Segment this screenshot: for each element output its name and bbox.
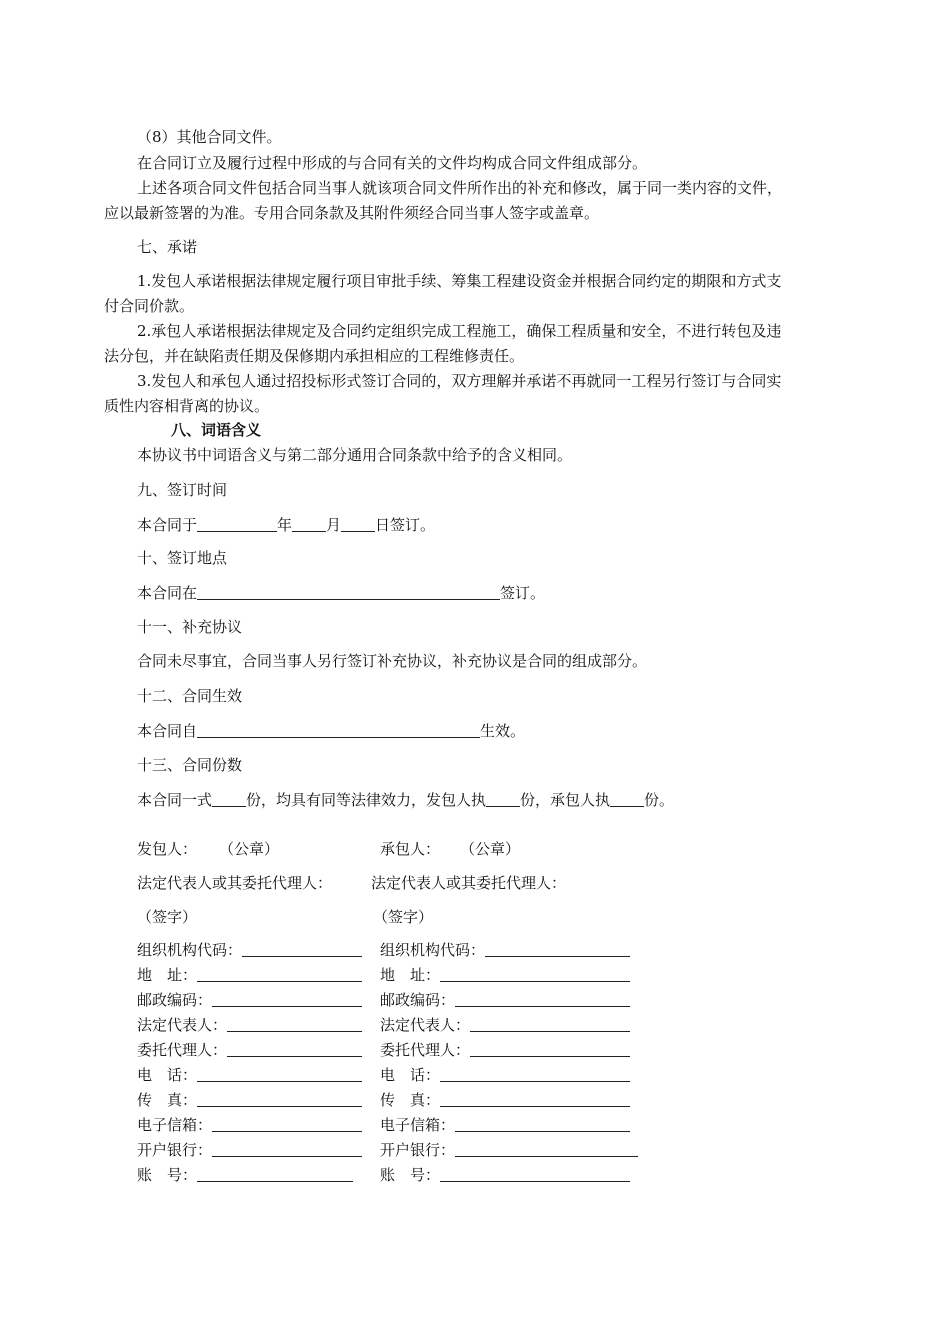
copies-suffix: 份。 [644, 791, 675, 809]
employer-field-blank[interactable] [212, 1117, 362, 1132]
employer-field-row [137, 967, 362, 983]
effective-blank[interactable] [197, 723, 480, 738]
employer-field-label: 传 真： [137, 1091, 198, 1109]
employer-field-label: 法定代表人： [137, 1016, 228, 1034]
employer-field-blank[interactable] [212, 1142, 362, 1157]
contractor-field-blank[interactable] [440, 1167, 630, 1182]
employer-label: 发包人： [137, 840, 198, 858]
contractor-field-blank[interactable] [440, 967, 630, 982]
employer-field-label: 开户银行： [137, 1141, 213, 1159]
section-8-title: 八、词语含义 [171, 421, 262, 439]
copies-contractor: 份，承包人执 [520, 791, 611, 809]
employer-seal: （公章） [219, 840, 280, 858]
commitment-1-line1: 1.发包人承诺根据法律规定履行项目审批手续、筹集工程建设资金并根据合同约定的期限和方式支 [137, 272, 782, 290]
employer-field-row [137, 1142, 362, 1158]
section-8-text: 本协议书中词语含义与第二部分通用合同条款中给予的含义相同。 [137, 446, 573, 464]
signing-date-prefix: 本合同于 [137, 516, 198, 534]
contractor-field-row [380, 967, 630, 983]
contractor-field-label: 法定代表人： [380, 1016, 471, 1034]
employer-signature-label: （签字） [137, 908, 198, 926]
contractor-signature-label: （签字） [373, 908, 434, 926]
effective-suffix: 生效。 [480, 722, 526, 740]
employer-field-blank[interactable] [227, 1017, 362, 1032]
contractor-field-label: 开户银行： [380, 1141, 456, 1159]
latest-version-text-line2: 应以最新签署的为准。专用合同条款及其附件须经合同当事人签字或盖章。 [104, 204, 600, 222]
contractor-field-row [380, 992, 630, 1008]
employer-field-row [137, 1117, 362, 1133]
section-9-title: 九、签订时间 [137, 481, 228, 499]
employer-field-blank[interactable] [197, 1067, 362, 1082]
employer-field-blank[interactable] [197, 1092, 362, 1107]
commitment-2-line2: 法分包，并在缺陷责任期及保修期内承担相应的工程维修责任。 [104, 347, 525, 365]
employer-field-label: 电子信箱： [137, 1116, 213, 1134]
commitment-3-line2: 质性内容相背离的协议。 [104, 397, 270, 415]
employer-field-label: 账 号： [137, 1166, 198, 1184]
month-label: 月 [326, 516, 342, 534]
contractor-field-blank[interactable] [455, 1117, 630, 1132]
effective-line [137, 723, 525, 739]
year-label: 年 [277, 516, 293, 534]
contractor-field-row [380, 942, 630, 958]
contractor-field-label: 组织机构代码： [380, 941, 486, 959]
employer-field-blank[interactable] [197, 967, 362, 982]
employer-field-blank[interactable] [242, 942, 362, 957]
contractor-field-blank[interactable] [440, 1092, 630, 1107]
employer-field-row [137, 1017, 362, 1033]
signing-place-suffix: 签订。 [500, 584, 546, 602]
contractor-copies-blank[interactable] [610, 792, 644, 807]
employer-field-label: 委托代理人： [137, 1041, 228, 1059]
employer-field-row [137, 1042, 362, 1058]
contractor-field-label: 电子信箱： [380, 1116, 456, 1134]
contractor-field-blank[interactable] [470, 1017, 630, 1032]
year-blank[interactable] [197, 517, 277, 532]
commitment-2-line1: 2.承包人承诺根据法律规定及合同约定组织完成工程施工，确保工程质量和安全，不进行转包及违 [137, 322, 782, 340]
contractor-field-label: 邮政编码： [380, 991, 456, 1009]
item-8-text: （8）其他合同文件。 [137, 128, 282, 146]
contractor-field-label: 账 号： [380, 1166, 441, 1184]
contractor-field-label: 电 话： [380, 1066, 441, 1084]
day-blank[interactable] [341, 517, 375, 532]
section-10-title: 十、签订地点 [137, 549, 228, 567]
employer-field-row [137, 1167, 353, 1183]
employer-copies-blank[interactable] [486, 792, 520, 807]
section-12-title: 十二、合同生效 [137, 687, 243, 705]
month-blank[interactable] [292, 517, 326, 532]
copies-line [137, 792, 674, 808]
employer-field-blank[interactable] [212, 992, 362, 1007]
employer-field-label: 组织机构代码： [137, 941, 243, 959]
contractor-field-row [380, 1142, 638, 1158]
contractor-field-row [380, 1017, 630, 1033]
employer-field-blank[interactable] [197, 1167, 353, 1182]
signing-place-blank[interactable] [197, 585, 500, 600]
contractor-representative-label: 法定代表人或其委托代理人： [371, 874, 567, 892]
employer-field-blank[interactable] [227, 1042, 362, 1057]
contractor-field-blank[interactable] [455, 1142, 638, 1157]
copies-prefix: 本合同一式 [137, 791, 213, 809]
contractor-field-label: 地 址： [380, 966, 441, 984]
section-11-title: 十一、补充协议 [137, 618, 243, 636]
employer-field-row [137, 1092, 362, 1108]
copies-middle: 份，均具有同等法律效力，发包人执 [246, 791, 487, 809]
contractor-label: 承包人： [380, 840, 441, 858]
commitment-1-line2: 付合同价款。 [104, 297, 195, 315]
effective-prefix: 本合同自 [137, 722, 198, 740]
total-copies-blank[interactable] [212, 792, 246, 807]
contractor-field-row [380, 1167, 630, 1183]
section-13-title: 十三、合同份数 [137, 756, 243, 774]
employer-field-label: 邮政编码： [137, 991, 213, 1009]
section-7-title: 七、承诺 [137, 238, 198, 256]
signing-place-line [137, 585, 545, 601]
contract-documents-text: 在合同订立及履行过程中形成的与合同有关的文件均构成合同文件组成部分。 [137, 154, 648, 172]
contractor-field-label: 传 真： [380, 1091, 441, 1109]
employer-field-label: 地 址： [137, 966, 198, 984]
contractor-seal: （公章） [460, 840, 521, 858]
signing-place-prefix: 本合同在 [137, 584, 198, 602]
section-11-text: 合同未尽事宜，合同当事人另行签订补充协议，补充协议是合同的组成部分。 [137, 652, 648, 670]
employer-field-label: 电 话： [137, 1066, 198, 1084]
employer-field-row [137, 1067, 362, 1083]
contractor-field-blank[interactable] [470, 1042, 630, 1057]
commitment-3-line1: 3.发包人和承包人通过招投标形式签订合同的，双方理解并承诺不再就同一工程另行签订与合同实 [137, 372, 782, 390]
signing-date-line [137, 517, 435, 533]
contractor-field-row [380, 1042, 630, 1058]
contractor-field-row [380, 1117, 630, 1133]
employer-field-row [137, 942, 362, 958]
contractor-field-blank[interactable] [455, 992, 630, 1007]
employer-representative-label: 法定代表人或其委托代理人： [137, 874, 333, 892]
contractor-field-blank[interactable] [440, 1067, 630, 1082]
contractor-field-blank[interactable] [485, 942, 630, 957]
contractor-field-row [380, 1067, 630, 1083]
contractor-field-label: 委托代理人： [380, 1041, 471, 1059]
contractor-field-row [380, 1092, 630, 1108]
employer-field-row [137, 992, 362, 1008]
day-label: 日签订。 [375, 516, 436, 534]
latest-version-text-line1: 上述各项合同文件包括合同当事人就该项合同文件所作出的补充和修改，属于同一类内容的文件， [137, 179, 783, 197]
